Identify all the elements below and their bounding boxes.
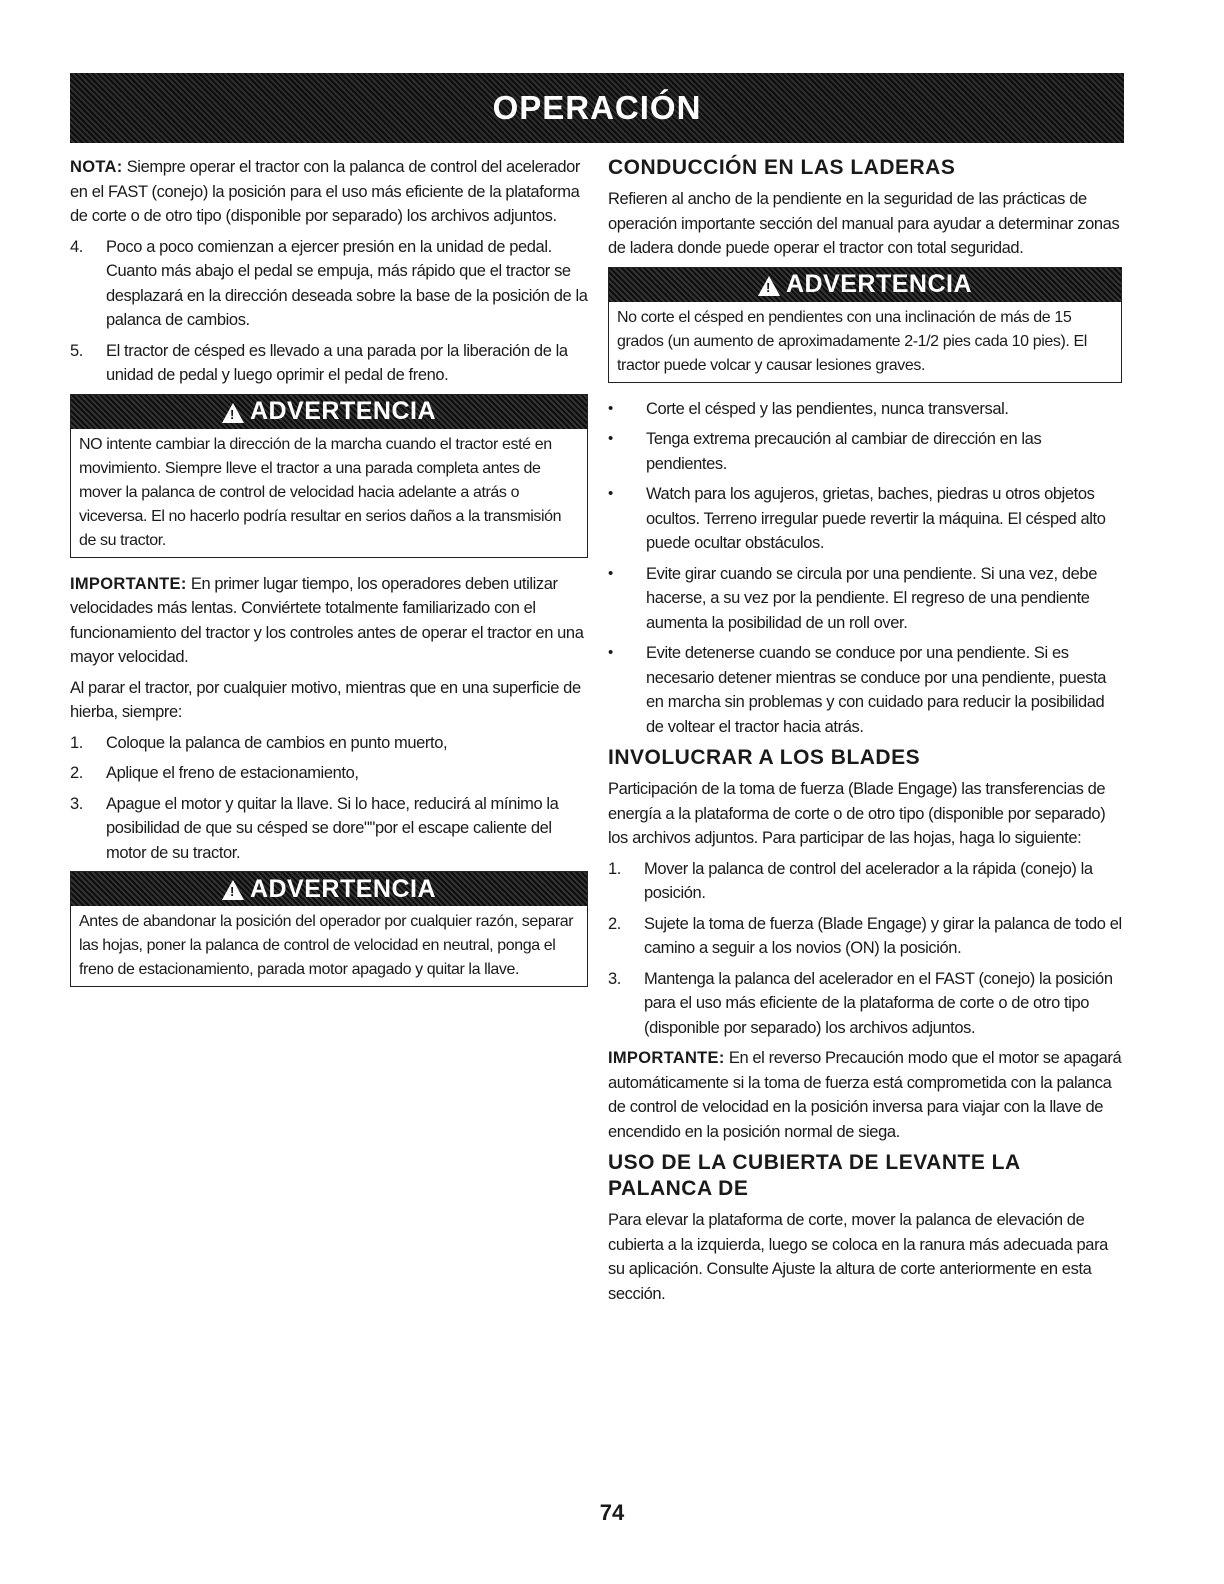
list-text: Sujete la toma de fuerza (Blade Engage) y girar la palanca de todo el camino a seguir a los novios (ON) la posición.	[644, 914, 1122, 957]
importante-label: IMPORTANTE:	[70, 574, 187, 593]
list-text: Aplique el freno de estacionamiento,	[106, 764, 359, 782]
list-number: 1.	[70, 733, 83, 752]
importante-label: IMPORTANTE:	[608, 1049, 725, 1067]
warning-header	[71, 395, 587, 429]
cubierta-paragraph: Para elevar la plataforma de corte, mover la palanca de elevación de cubierta a la izquierda, luego se coloca en la ranura más adecuada para su aplicación. Consulte Ajuste la altura de corte anteriormente en esta sección.	[608, 1211, 1108, 1303]
warning-triangle-icon	[222, 880, 244, 900]
list-item	[608, 912, 1122, 961]
list-number: 4.	[70, 237, 83, 256]
importante-text: En el reverso Precaución modo que el motor se apagará automáticamente si la toma de fuerza está comprometida con la palanca de control de velocidad en la posición inversa para viajar con la llave de encendido en la posición normal de siega.	[608, 1049, 1122, 1141]
bullet-icon: •	[608, 564, 613, 582]
bullet-text: Evite detenerse cuando se conduce por una pendiente. Si es necesario detener mientras se conduce por una pendiente, puesta en marcha sin problemas y con cuidado para reducir la posibilidad de voltear el tractor hacia atrás.	[646, 644, 1107, 736]
warning-box	[608, 267, 1122, 383]
left-column	[70, 155, 588, 1001]
bullet-icon: •	[608, 430, 613, 447]
blades-paragraph: Participación de la toma de fuerza (Blade Engage) las transferencias de energía a la plataforma de corte o de otro tipo (disponible por separado) los archivos adjuntos. Para participar de las hojas, haga lo siguiente:	[608, 780, 1106, 847]
warning-box	[70, 871, 588, 987]
bullet-icon: •	[608, 644, 613, 661]
list-item	[70, 761, 588, 786]
importante-text: En primer lugar tiempo, los operadores deben utilizar velocidades más lentas. Conviértete totalmente familiarizado con el funcionamiento del tractor y los controles antes de operar el tractor en una mayor velocidad.	[70, 574, 584, 666]
bullet-text: Watch para los agujeros, grietas, baches, piedras u otros objetos ocultos. Terreno irregular puede revertir la máquina. El césped alto puede ocultar obstáculos.	[646, 485, 1106, 552]
list-text: El tractor de césped es llevado a una parada por la liberación de la unidad de pedal y luego oprimir el pedal de freno.	[106, 341, 568, 384]
section-heading: INVOLUCRAR A LOS BLADES	[608, 746, 921, 769]
list-item	[70, 235, 588, 333]
list-number: 3.	[608, 969, 621, 988]
list-item	[608, 857, 1122, 906]
nota-label: NOTA:	[70, 158, 123, 176]
bullet-item	[608, 482, 1122, 556]
nota-paragraph	[70, 155, 588, 229]
bullet-item	[608, 427, 1122, 476]
bullet-icon: •	[608, 399, 613, 417]
list-number: 2.	[608, 914, 621, 933]
page-title: OPERACIÓN	[492, 89, 702, 126]
warning-triangle-icon	[222, 403, 244, 423]
right-column	[608, 155, 1122, 1312]
bullet-text: Tenga extrema precaución al cambiar de dirección en las pendientes.	[646, 430, 1042, 473]
bullet-text: Evite girar cuando se circula por una pendiente. Si una vez, debe hacerse, a su vez por la pendiente. El regreso de una pendiente aumenta la posibilidad de un roll over.	[646, 564, 1097, 632]
warning-title: ADVERTENCIA	[249, 397, 437, 425]
nota-text: Siempre operar el tractor con la palanca de control del acelerador en el FAST (conejo) la posición para el uso más eficiente de la plataforma de corte o de otro tipo (disponible por separado) los archivos adjuntos.	[70, 158, 580, 225]
warning-title: ADVERTENCIA	[249, 874, 437, 903]
warning-text: NO intente cambiar la dirección de la marcha cuando el tractor esté en movimiento. Siempre lleve el tractor a una parada completa antes de mover la palanca de control de velocidad hacia adelante a atrás o viceversa. El no hacerlo podría resultar en serios daños a la transmisión de su tractor.	[79, 435, 562, 549]
list-number: 5.	[70, 341, 83, 360]
warning-header	[71, 872, 587, 906]
page-number: 74	[599, 1500, 625, 1525]
list-number: 1.	[608, 859, 621, 878]
section-banner	[70, 73, 1124, 143]
warning-box	[70, 394, 588, 558]
bullet-icon: •	[608, 485, 613, 502]
warning-header	[609, 268, 1121, 302]
bullet-item	[608, 397, 1122, 422]
parar-paragraph: Al parar el tractor, por cualquier motivo, mientras que en una superficie de hierba, siempre:	[70, 678, 581, 721]
section-heading: USO DE LA CUBIERTA DE LEVANTE LA PALANCA DE	[608, 1151, 1020, 1200]
list-number: 3.	[70, 794, 83, 813]
list-text: Coloque la palanca de cambios en punto muerto,	[106, 733, 448, 752]
warning-title: ADVERTENCIA	[785, 270, 973, 298]
bullet-item	[608, 562, 1122, 636]
warning-text: No corte el césped en pendientes con una inclinación de más de 15 grados (un aumento de aproximadamente 2-1/2 pies cada 10 pies). El tractor puede volcar y causar lesiones graves.	[617, 308, 1087, 374]
list-item	[70, 339, 588, 388]
list-item	[608, 967, 1122, 1041]
warning-triangle-icon	[758, 276, 780, 296]
warning-text: Antes de abandonar la posición del operador por cualquier razón, separar las hojas, poner la palanca de control de velocidad en neutral, ponga el freno de estacionamiento, parada motor apagado y quitar la llave.	[79, 913, 574, 978]
importante-paragraph	[608, 1046, 1122, 1144]
importante-paragraph	[70, 572, 588, 670]
list-text: Mantenga la palanca del acelerador en el FAST (conejo) la posición para el uso más eficiente de la plataforma de corte o de otro tipo (disponible por separado) los archivos adjuntos.	[644, 969, 1113, 1037]
list-text: Apague el motor y quitar la llave. Si lo hace, reducirá al mínimo la posibilidad de que su césped se dore""por el escape caliente del motor de su tractor.	[106, 794, 559, 862]
bullet-item	[608, 641, 1122, 739]
list-text: Poco a poco comienzan a ejercer presión en la unidad de pedal. Cuanto más abajo el pedal se empuja, más rápido que el tractor se desplazará en la dirección deseada sobre la base de la posición de la palanca de cambios.	[106, 237, 588, 329]
list-number: 2.	[70, 764, 83, 782]
list-item	[70, 731, 588, 756]
laderas-paragraph: Refieren al ancho de la pendiente en la seguridad de las prácticas de operación importante sección del manual para ayudar a determinar zonas de ladera donde puede operar el tractor con total seguridad.	[608, 190, 1120, 257]
list-item	[70, 792, 588, 866]
section-heading: CONDUCCIÓN EN LAS LADERAS	[608, 156, 956, 179]
list-text: Mover la palanca de control del acelerador a la rápida (conejo) la posición.	[644, 859, 1093, 902]
bullet-text: Corte el césped y las pendientes, nunca transversal.	[646, 399, 1009, 418]
